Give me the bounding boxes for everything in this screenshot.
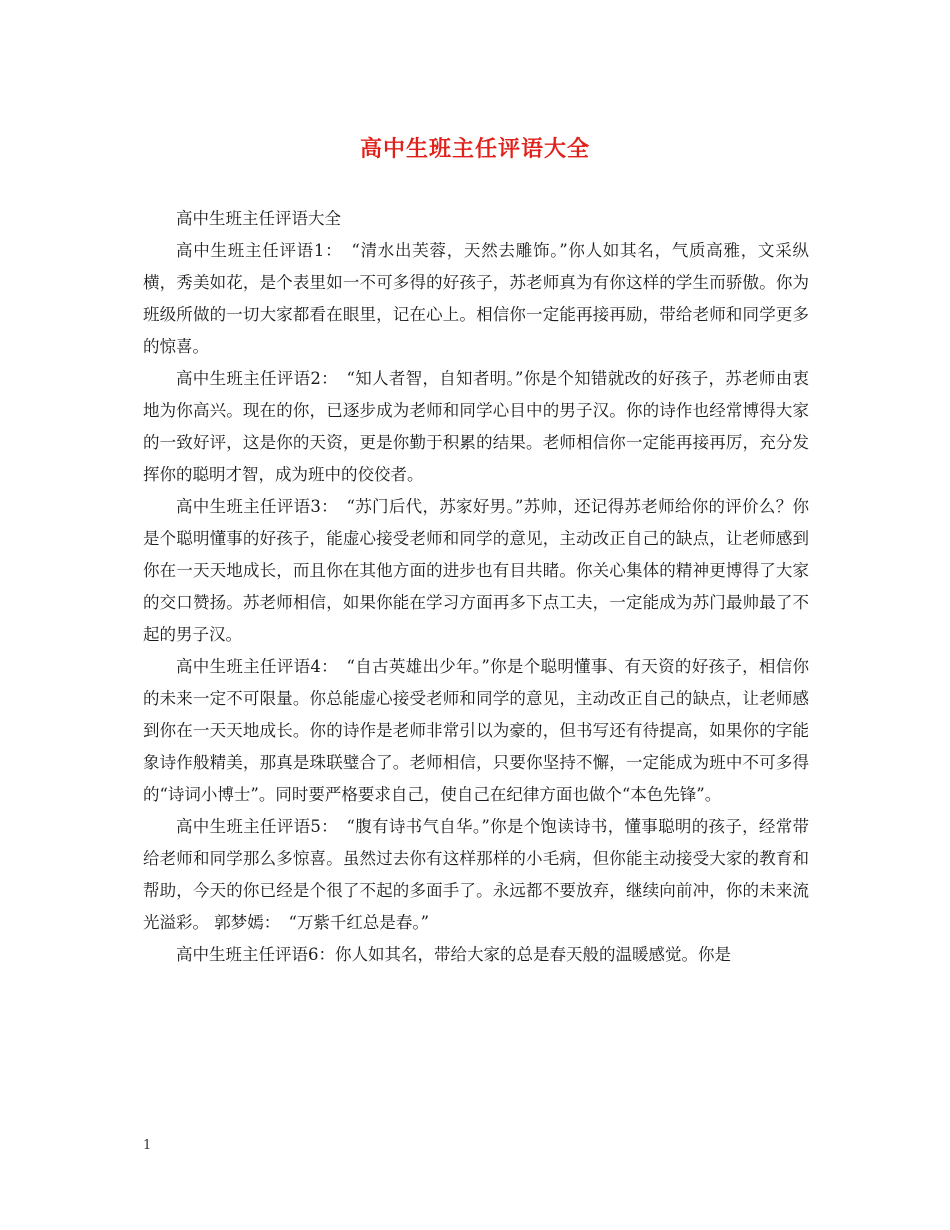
- paragraph-comment-1: 高中生班主任评语1： “清水出芙蓉，天然去雕饰。”你人如其名，气质高雅，文采纵横，秀美如花，是个表里如一不可多得的好孩子，苏老师真为有你这样的学生而骄傲。你为班级所做的一切大家都看在眼里，记在心上。相信你一定能再接再励，带给老师和同学更多的惊喜。: [143, 241, 809, 356]
- paragraph-comment-5: 高中生班主任评语5： “腹有诗书气自华。”你是个饱读诗书，懂事聪明的孩子，经常带给老师和同学那么多惊喜。虽然过去你有这样那样的小毛病，但你能主动接受大家的教育和帮助，今天的你已经是个很了不起的多面手了。永远都不要放弃，继续向前冲，你的未来流光溢彩。 郭梦嫣： “万紫千红总是春。”: [143, 817, 809, 932]
- paragraph-comment-4: 高中生班主任评语4： “自古英雄出少年。”你是个聪明懂事、有天资的好孩子，相信你的未来一定不可限量。你总能虚心接受老师和同学的意见，主动改正自己的缺点，让老师感到你在一天天地成长。你的诗作是老师非常引以为豪的，但书写还有待提高，如果你的字能象诗作般精美，那真是珠联璧合了。老师相信，只要你坚持不懈，一定能成为班中不可多得的“诗词小博士”。同时要严格要求自己，使自己在纪律方面也做个“本色先锋”。: [143, 657, 809, 804]
- document-title: 高中生班主任评语大全: [359, 136, 590, 162]
- paragraph-comment-6: 高中生班主任评语6：你人如其名，带给大家的总是春天般的温暖感觉。你是: [176, 945, 731, 964]
- page-number: 1: [143, 1138, 152, 1153]
- paragraph-heading: 高中生班主任评语大全: [176, 209, 341, 228]
- document-body: [143, 203, 809, 971]
- paragraph-comment-3: 高中生班主任评语3： “苏门后代，苏家好男。”苏帅，还记得苏老师给你的评价么？你是个聪明懂事的好孩子，能虚心接受老师和同学的意见，主动改正自己的缺点，让老师感到你在一天天地成长，而且你在其他方面的进步也有目共睹。你关心集体的精神更博得了大家的交口赞扬。苏老师相信，如果你能在学习方面再多下点工夫，一定能成为苏门最帅最了不起的男子汉。: [143, 497, 809, 644]
- paragraph-comment-2: 高中生班主任评语2： “知人者智，自知者明。”你是个知错就改的好孩子，苏老师由衷地为你高兴。现在的你，已逐步成为老师和同学心目中的男子汉。你的诗作也经常博得大家的一致好评，这是你的天资，更是你勤于积累的结果。老师相信你一定能再接再厉，充分发挥你的聪明才智，成为班中的佼佼者。: [143, 369, 809, 484]
